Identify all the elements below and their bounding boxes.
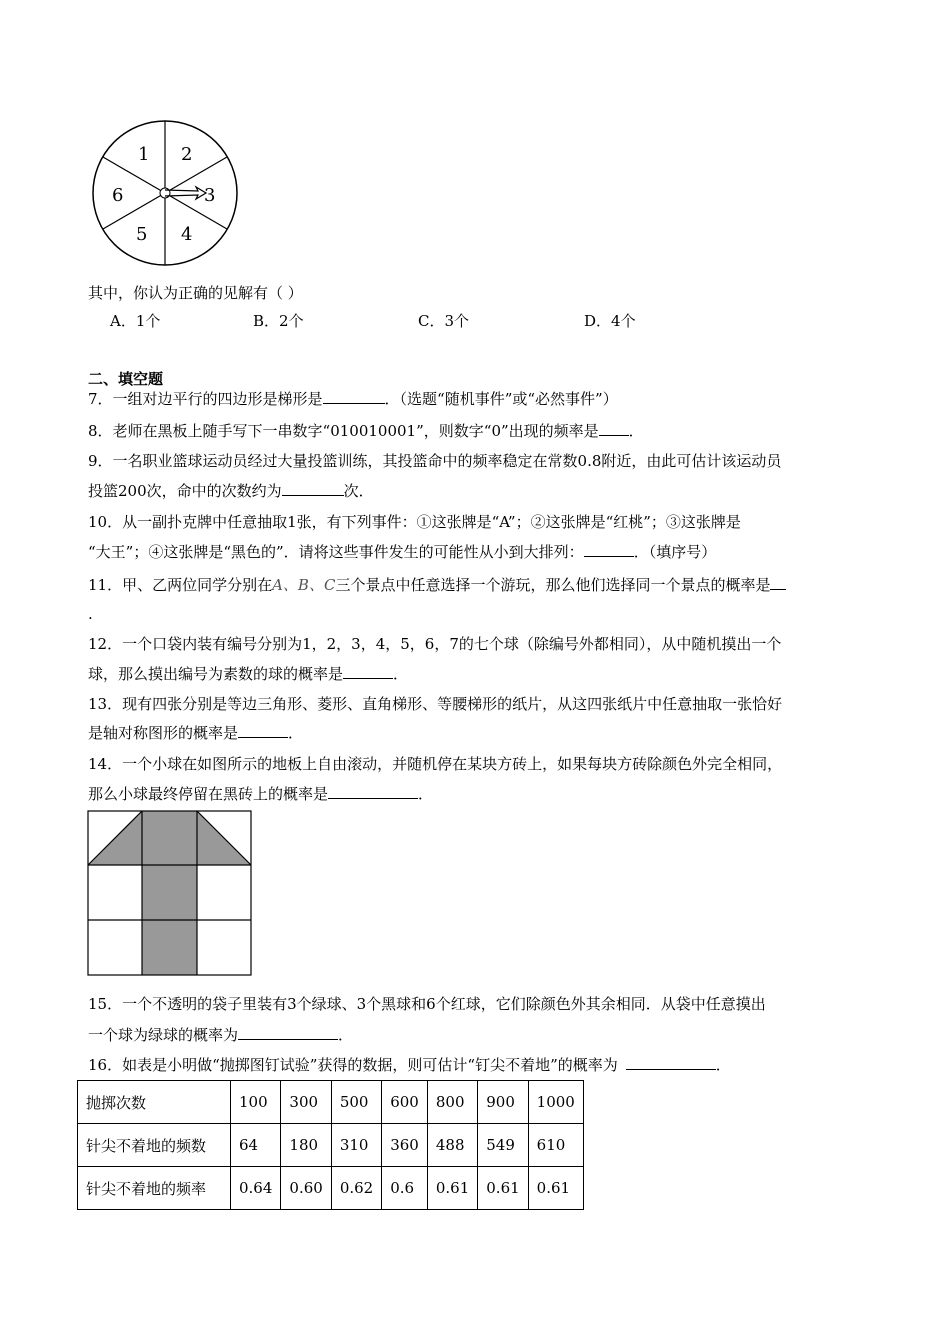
row-header: 针尖不着地的频数 (78, 1124, 231, 1167)
question-9: 9．一名职业篮球运动员经过大量投篮训练，其投篮命中的频率稳定在常数0.8附近，由此可估计该运动员 (88, 452, 782, 470)
table-cell: 360 (382, 1124, 428, 1167)
option-b: B．2个 (253, 312, 304, 330)
question-15-cont: 一个球为绿球的概率为 ． (88, 1026, 354, 1044)
question-7: 7．一组对边平行的四边形是梯形是 ．（选题“随机事件”或“必然事件”） (88, 390, 618, 408)
table-cell: 0.61 (427, 1167, 477, 1210)
question-11: 11．甲、乙两位同学分别在A、B、C三个景点中任意选择一个游玩，那么他们选择同一个景点的概率是 (88, 575, 786, 595)
sector-label: 3 (204, 185, 216, 206)
table-cell: 600 (382, 1081, 428, 1124)
table-cell: 300 (281, 1081, 331, 1124)
question-10: 10．从一副扑克牌中任意抽取1张，有下列事件：①这张牌是“A”；②这张牌是“红桃”；③这张牌是 (88, 513, 741, 531)
table-cell: 0.61 (528, 1167, 583, 1210)
table-cell: 0.64 (231, 1167, 281, 1210)
question-13: 13．现有四张分别是等边三角形、菱形、直角梯形、等腰梯形的纸片，从这四张纸片中任意抽取一张恰好 (88, 695, 783, 713)
question-14-cont: 那么小球最终停留在黑砖上的概率是 ． (88, 785, 434, 803)
question-12: 12．一个口袋内装有编号分别为1，2，3，4，5，6，7的七个球（除编号外都相同），从中随机摸出一个 (88, 635, 782, 653)
question-10-cont: “大王”；④这张牌是“黑色的”．请将这些事件发生的可能性从小到大排列： ．（填序号） (88, 543, 717, 561)
question-12-cont: 球，那么摸出编号为素数的球的概率是 ． (88, 665, 409, 683)
table-cell: 500 (331, 1081, 381, 1124)
option-d: D．4个 (584, 312, 636, 330)
table-cell: 1000 (528, 1081, 583, 1124)
table-cell: 549 (478, 1124, 528, 1167)
table-cell: 180 (281, 1124, 331, 1167)
question-15: 15．一个不透明的袋子里装有3个绿球、3个黑球和6个红球，它们除颜色外其余相同．从袋中任意摸出 (88, 995, 766, 1013)
table-cell: 488 (427, 1124, 477, 1167)
question-8: 8．老师在黑板上随手写下一串数字“010010001”，则数字“0”出现的频率是 ． (88, 422, 644, 440)
spinner-figure (90, 118, 242, 270)
table-cell: 900 (478, 1081, 528, 1124)
question-14: 14．一个小球在如图所示的地板上自由滚动，并随机停在某块方砖上，如果每块方砖除颜色外完全相同， (88, 755, 783, 773)
section-heading: 二、填空题 (88, 370, 164, 388)
question-13-cont: 是轴对称图形的概率是 ． (88, 724, 304, 742)
sector-label: 1 (138, 144, 150, 165)
question-11-end: . (88, 605, 93, 623)
table-cell: 310 (331, 1124, 381, 1167)
sector-label: 2 (181, 144, 193, 165)
sector-label: 4 (181, 224, 193, 245)
option-c: C．3个 (418, 312, 470, 330)
data-table (77, 1080, 584, 1210)
table-row (78, 1167, 584, 1210)
sector-label: 6 (112, 185, 124, 206)
q6-stem: 其中，你认为正确的见解有（ ） (88, 284, 303, 302)
floor-tiles-figure (87, 810, 253, 977)
table-cell: 0.62 (331, 1167, 381, 1210)
question-9-cont: 投篮200次，命中的次数约为 次． (88, 482, 374, 500)
table-cell: 0.60 (281, 1167, 331, 1210)
option-a: A．1个 (110, 312, 161, 330)
table-cell: 800 (427, 1081, 477, 1124)
table-cell: 610 (528, 1124, 583, 1167)
table-cell: 100 (231, 1081, 281, 1124)
question-16: 16．如表是小明做“抛掷图钉试验”获得的数据，则可估计“钉尖不着地”的概率为 ． (88, 1056, 731, 1074)
table-cell: 64 (231, 1124, 281, 1167)
table-cell: 0.61 (478, 1167, 528, 1210)
table-cell: 0.6 (382, 1167, 428, 1210)
table-row (78, 1081, 584, 1124)
sector-label: 5 (136, 224, 148, 245)
row-header: 针尖不着地的频率 (78, 1167, 231, 1210)
row-header: 抛掷次数 (78, 1081, 231, 1124)
table-row (78, 1124, 584, 1167)
